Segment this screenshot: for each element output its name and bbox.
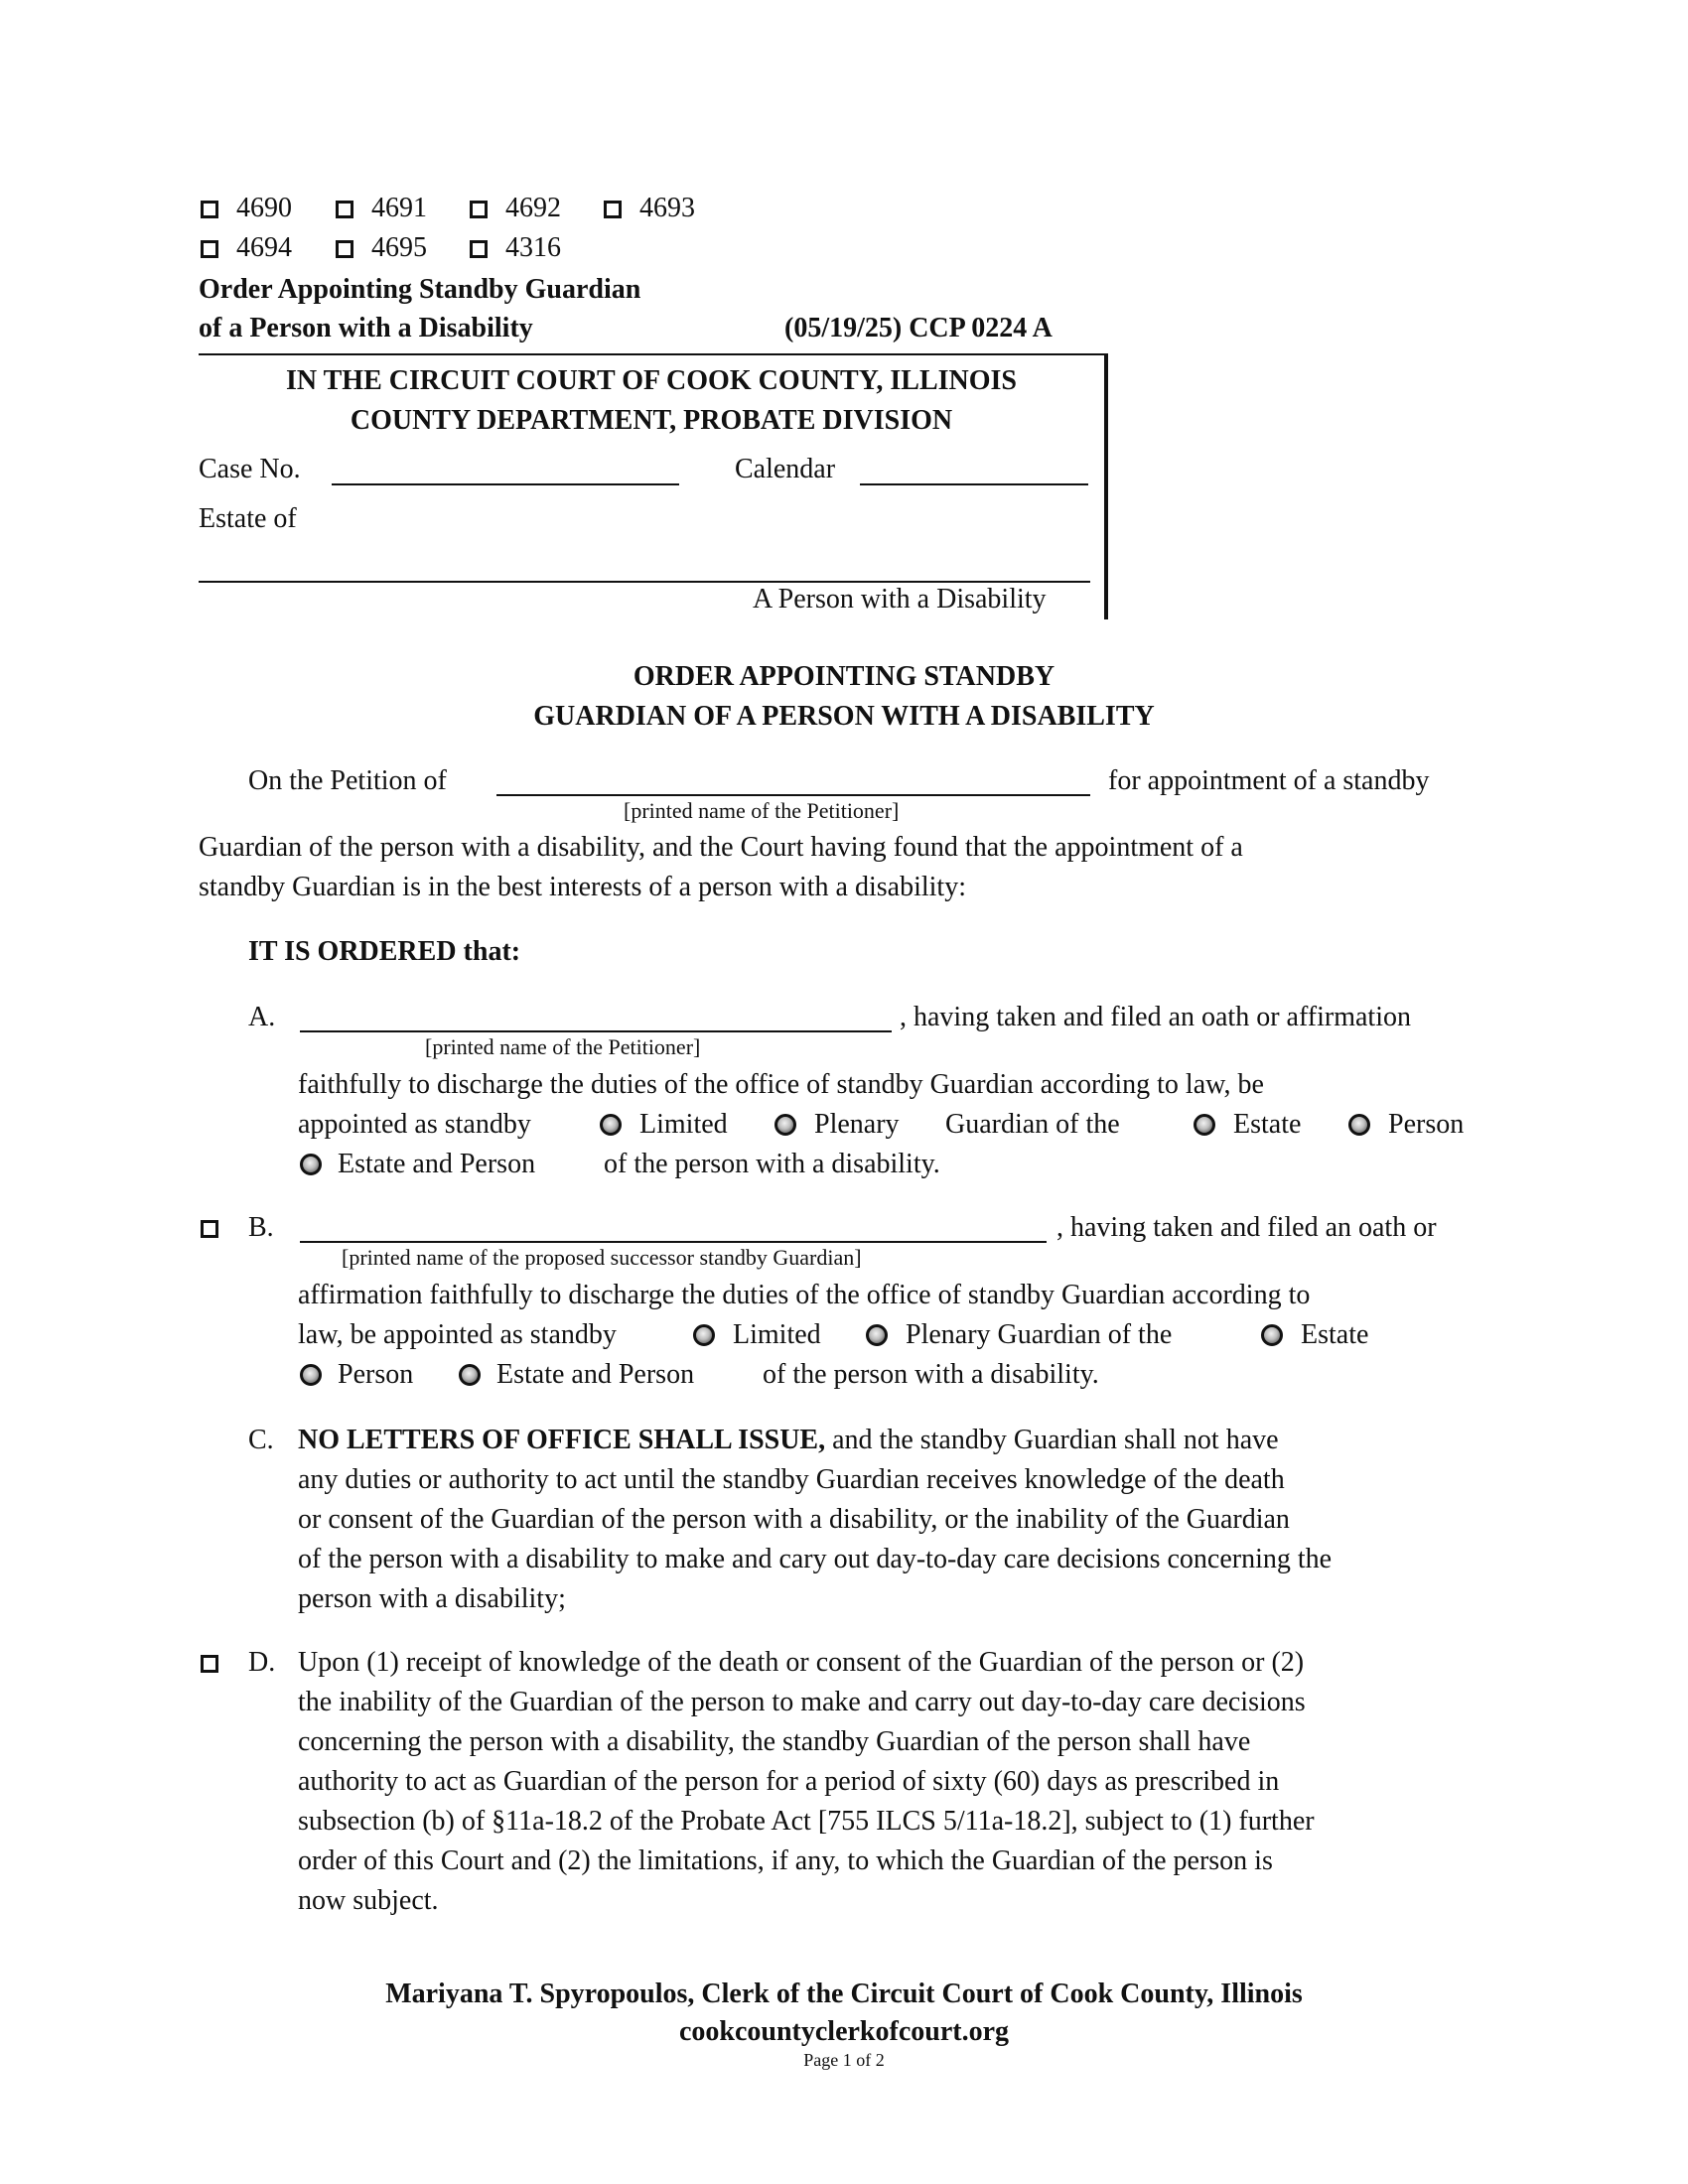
item-b-of-person-text: of the person with a disability. [763,1359,1099,1390]
item-c-bold-lead: NO LETTERS OF OFFICE SHALL ISSUE, [298,1425,826,1455]
order-title-line2: GUARDIAN OF A PERSON WITH A DISABILITY [533,701,1155,732]
item-d-checkbox[interactable] [201,1655,218,1673]
item-a-field-hint: [printed name of the Petitioner] [425,1034,701,1059]
item-b-field-hint: [printed name of the proposed successor standby Guardian] [342,1245,862,1270]
form-id: (05/19/25) CCP 0224 A [784,313,1053,343]
form-code-label: 4692 [505,193,561,223]
item-a-plenary-radio[interactable] [774,1114,796,1136]
item-d-text-line: now subject. [298,1885,439,1916]
item-c-text-line: person with a disability; [298,1583,566,1614]
item-d-text-line: concerning the person with a disability, the standby Guardian of the person shall have [298,1726,1251,1757]
item-a-appointed-label: appointed as standby [298,1109,531,1140]
item-d-text-line: the inability of the Guardian of the person to make and carry out day-to-day care decisions [298,1687,1306,1717]
caption-right-rule [1104,353,1108,619]
item-b-limited-radio[interactable] [693,1324,715,1346]
caption-top-rule [199,353,1108,355]
form-code-label: 4693 [639,193,695,223]
item-b-text-line: affirmation faithfully to discharge the duties of the office of standby Guardian according to [298,1280,1311,1310]
form-code-checkbox-4693[interactable] [604,201,622,218]
item-c-letter: C. [248,1425,274,1455]
item-d-text-line: order of this Court and (2) the limitations, if any, to which the Guardian of the person is [298,1845,1273,1876]
form-code-label: 4691 [371,193,427,223]
item-a-oath-text: , having taken and filed an oath or affirmation [900,1002,1411,1032]
form-code-checkbox-4692[interactable] [470,201,488,218]
item-a-person-label: Person [1388,1109,1465,1140]
petition-suffix: for appointment of a standby [1108,765,1430,796]
calendar-field[interactable] [860,483,1088,485]
form-code-label: 4690 [236,193,292,223]
item-b-limited-label: Limited [733,1319,821,1350]
item-c-text-line: of the person with a disability to make and cary out day-to-day care decisions concerning the [298,1544,1333,1574]
item-b-letter: B. [248,1212,274,1243]
item-a-person-radio[interactable] [1348,1114,1370,1136]
item-d-text-line: Upon (1) receipt of knowledge of the death or consent of the Guardian of the person or (2) [298,1647,1305,1678]
petitioner-name-field[interactable] [496,794,1090,796]
item-a-letter: A. [248,1002,276,1032]
item-a-guardian-of-the: Guardian of the [945,1109,1120,1140]
item-b-person-radio[interactable] [300,1364,322,1386]
item-d-text-line: subsection (b) of §11a-18.2 of the Probate Act [755 ILCS 5/11a-18.2], subject to (1) further [298,1806,1315,1837]
person-with-disability-label: A Person with a Disability [753,584,1047,614]
form-title-line2: of a Person with a Disability [199,313,533,343]
form-code-label: 4695 [371,232,427,263]
petitioner-field-hint: [printed name of the Petitioner] [624,798,900,823]
form-title: Order Appointing Standby Guardian [199,274,641,305]
form-code-checkbox-4694[interactable] [201,240,218,258]
item-b-plenary-label: Plenary Guardian of the [906,1319,1173,1350]
item-a-estate-and-person-label: Estate and Person [338,1149,536,1179]
item-a-estate-label: Estate [1233,1109,1302,1140]
item-b-estate-radio[interactable] [1261,1324,1283,1346]
item-c-text-line1 [298,1424,1279,1457]
form-code-checkbox-4316[interactable] [470,240,488,258]
item-b-name-field[interactable] [300,1241,1047,1243]
item-a-name-field[interactable] [300,1030,892,1032]
clerk-name: Mariyana T. Spyropoulos, Clerk of the Circuit Court of Cook County, Illinois [385,1979,1303,2009]
item-b-checkbox[interactable] [201,1220,218,1238]
calendar-label: Calendar [735,454,836,484]
item-b-estate-and-person-radio[interactable] [459,1364,481,1386]
form-code-checkbox-4695[interactable] [336,240,353,258]
court-division: COUNTY DEPARTMENT, PROBATE DIVISION [350,405,953,436]
form-code-label: 4316 [505,232,561,263]
form-code-checkbox-4690[interactable] [201,201,218,218]
item-d-text-line: authority to act as Guardian of the person for a period of sixty (60) days as prescribed in [298,1766,1280,1797]
item-b-plenary-radio[interactable] [866,1324,888,1346]
item-c-line1-rest: and the standby Guardian shall not have [832,1425,1279,1455]
item-d-letter: D. [248,1647,276,1678]
estate-of-label: Estate of [199,503,297,534]
item-a-limited-radio[interactable] [600,1114,622,1136]
item-a-text-line: faithfully to discharge the duties of the office of standby Guardian according to law, be [298,1069,1264,1100]
form-code-label: 4694 [236,232,292,263]
item-a-estate-and-person-radio[interactable] [300,1154,322,1175]
item-a-limited-label: Limited [639,1109,728,1140]
case-no-field[interactable] [332,483,679,485]
item-b-estate-label: Estate [1301,1319,1369,1350]
clerk-website: cookcountyclerkofcourt.org [678,2016,1010,2047]
form-code-checkbox-4691[interactable] [336,201,353,218]
item-a-of-person-text: of the person with a disability. [604,1149,940,1179]
item-b-estate-and-person-label: Estate and Person [496,1359,695,1390]
court-name: IN THE CIRCUIT COURT OF COOK COUNTY, ILLINOIS [286,365,1017,396]
item-c-text-line: any duties or authority to act until the standby Guardian receives knowledge of the death [298,1464,1285,1495]
case-no-label: Case No. [199,454,301,484]
item-b-oath-text: , having taken and filed an oath or [1056,1212,1437,1243]
page-number: Page 1 of 2 [803,2050,885,2070]
petition-text-line: standby Guardian is in the best interests of a person with a disability: [199,872,966,902]
ordered-heading: IT IS ORDERED that: [248,936,521,967]
item-c-text-line: or consent of the Guardian of the person with a disability, or the inability of the Guardian [298,1504,1290,1535]
petition-prefix: On the Petition of [248,765,447,796]
item-a-estate-radio[interactable] [1194,1114,1215,1136]
item-a-plenary-label: Plenary [814,1109,900,1140]
order-title: ORDER APPOINTING STANDBY [633,661,1055,692]
item-b-appointed-label: law, be appointed as standby [298,1319,617,1350]
petition-text-line: Guardian of the person with a disability, and the Court having found that the appointment of a [199,832,1243,863]
item-b-person-label: Person [338,1359,414,1390]
